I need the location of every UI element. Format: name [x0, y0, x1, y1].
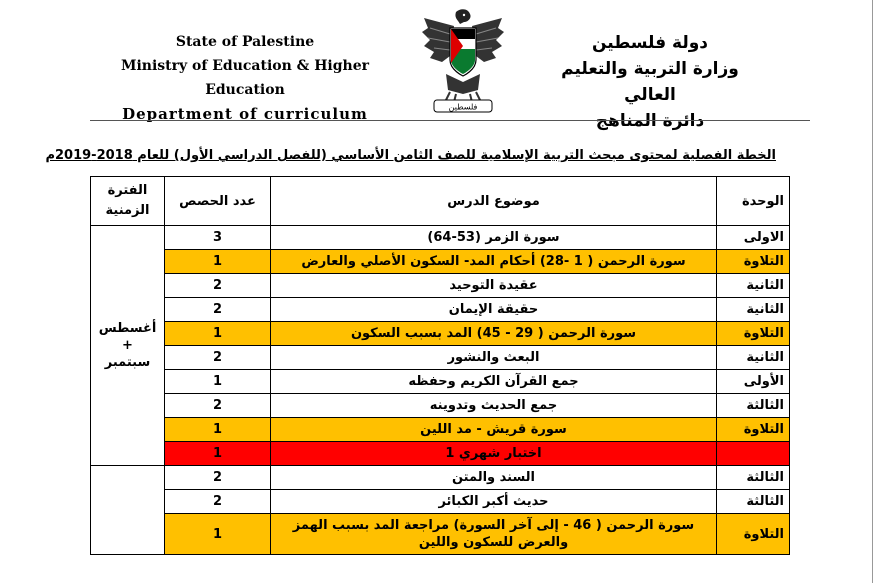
- unit-cell: التلاوة: [717, 322, 790, 346]
- header-divider: [90, 120, 810, 121]
- state-name-ar: دولة فلسطين: [591, 33, 709, 53]
- header-count: عدد الحصص: [165, 177, 271, 226]
- topic-cell: اختبار شهري 1: [271, 442, 717, 466]
- count-cell: 1: [165, 250, 271, 274]
- topic-cell: حديث أكبر الكبائر: [271, 490, 717, 514]
- topic-cell: عقيدة التوحيد: [271, 274, 717, 298]
- unit-cell: الاولى: [717, 226, 790, 250]
- period-text: أغسطس: [98, 321, 157, 336]
- count-cell: 2: [165, 274, 271, 298]
- table-row: [91, 418, 790, 442]
- count-cell: 2: [165, 298, 271, 322]
- unit-cell: التلاوة: [717, 514, 790, 555]
- unit-cell: الثانية: [717, 298, 790, 322]
- table-row: [91, 370, 790, 394]
- topic-cell: جمع القرآن الكريم وحفظه: [271, 370, 717, 394]
- table-body-block-2: [91, 466, 790, 555]
- count-cell: 1: [165, 322, 271, 346]
- count-cell: 1: [165, 514, 271, 555]
- topic-cell: سورة الرحمن ( 29 - 45) المد بسبب السكون: [271, 322, 717, 346]
- table-row: [91, 226, 790, 250]
- unit-cell: [717, 442, 790, 466]
- header-topic: موضوع الدرس: [271, 177, 717, 226]
- table-row: [91, 346, 790, 370]
- unit-cell: التلاوة: [717, 418, 790, 442]
- topic-cell: سورة الرحمن ( 46 - إلى آخر السورة) مراجعة المد بسبب الهمز والعرض للسكون واللين: [271, 514, 717, 555]
- topic-cell: البعث والنشور: [271, 346, 717, 370]
- table-row: [91, 514, 790, 555]
- period-text: +: [122, 338, 133, 353]
- unit-cell: الأولى: [717, 370, 790, 394]
- english-header: [90, 30, 400, 126]
- arabic-header: [545, 30, 755, 134]
- count-cell: 2: [165, 346, 271, 370]
- plan-title: الخطة الفصلية لمحتوى مبحث التربية الإسلامية للصف الثامن الأساسي (للفصل الدراسي الأول) للعام 2018-2019م: [45, 148, 776, 163]
- state-name-en: State of Palestine: [175, 34, 315, 50]
- ministry-name-en: Ministry of Education & Higher Education: [120, 58, 369, 98]
- palestine-eagle-emblem-icon: [420, 8, 506, 114]
- unit-cell: التلاوة: [717, 250, 790, 274]
- period-cell-2: [91, 466, 165, 555]
- topic-cell: سورة الزمر (53-64): [271, 226, 717, 250]
- department-name-ar: دائرة المناهج: [595, 111, 705, 131]
- table-row: [91, 274, 790, 298]
- topic-cell: حقيقة الإيمان: [271, 298, 717, 322]
- emblem-caption: فلسطين: [448, 102, 478, 112]
- count-cell: 3: [165, 226, 271, 250]
- unit-cell: الثالثة: [717, 490, 790, 514]
- topic-cell: جمع الحديث وتدوينه: [271, 394, 717, 418]
- table-row: [91, 442, 790, 466]
- table-row: [91, 322, 790, 346]
- count-cell: 2: [165, 490, 271, 514]
- topic-cell: سورة قريش - مد اللين: [271, 418, 717, 442]
- table-header-row: [91, 177, 790, 226]
- table-row: [91, 490, 790, 514]
- table-row: [91, 466, 790, 490]
- topic-cell: السند والمتن: [271, 466, 717, 490]
- department-name-en: Department of curriculum: [122, 105, 368, 123]
- unit-cell: الثانية: [717, 274, 790, 298]
- table-body-block-1: [91, 226, 790, 466]
- unit-cell: الثالثة: [717, 466, 790, 490]
- count-cell: 1: [165, 418, 271, 442]
- topic-cell: سورة الرحمن ( 1 -28) أحكام المد- السكون الأصلي والعارض: [271, 250, 717, 274]
- header-period: الفترة الزمنية: [91, 177, 165, 226]
- count-cell: 1: [165, 370, 271, 394]
- count-cell: 2: [165, 394, 271, 418]
- count-cell: 2: [165, 466, 271, 490]
- header-unit: الوحدة: [717, 177, 790, 226]
- count-cell: 1: [165, 442, 271, 466]
- table-row: [91, 298, 790, 322]
- table-row: [91, 250, 790, 274]
- table-row: [91, 394, 790, 418]
- lesson-plan-table: [90, 176, 790, 555]
- period-text: سبتمبر: [104, 355, 151, 370]
- unit-cell: الثانية: [717, 346, 790, 370]
- period-cell: [91, 226, 165, 466]
- unit-cell: الثالثة: [717, 394, 790, 418]
- ministry-name-ar: وزارة التربية والتعليم العالي: [561, 59, 739, 105]
